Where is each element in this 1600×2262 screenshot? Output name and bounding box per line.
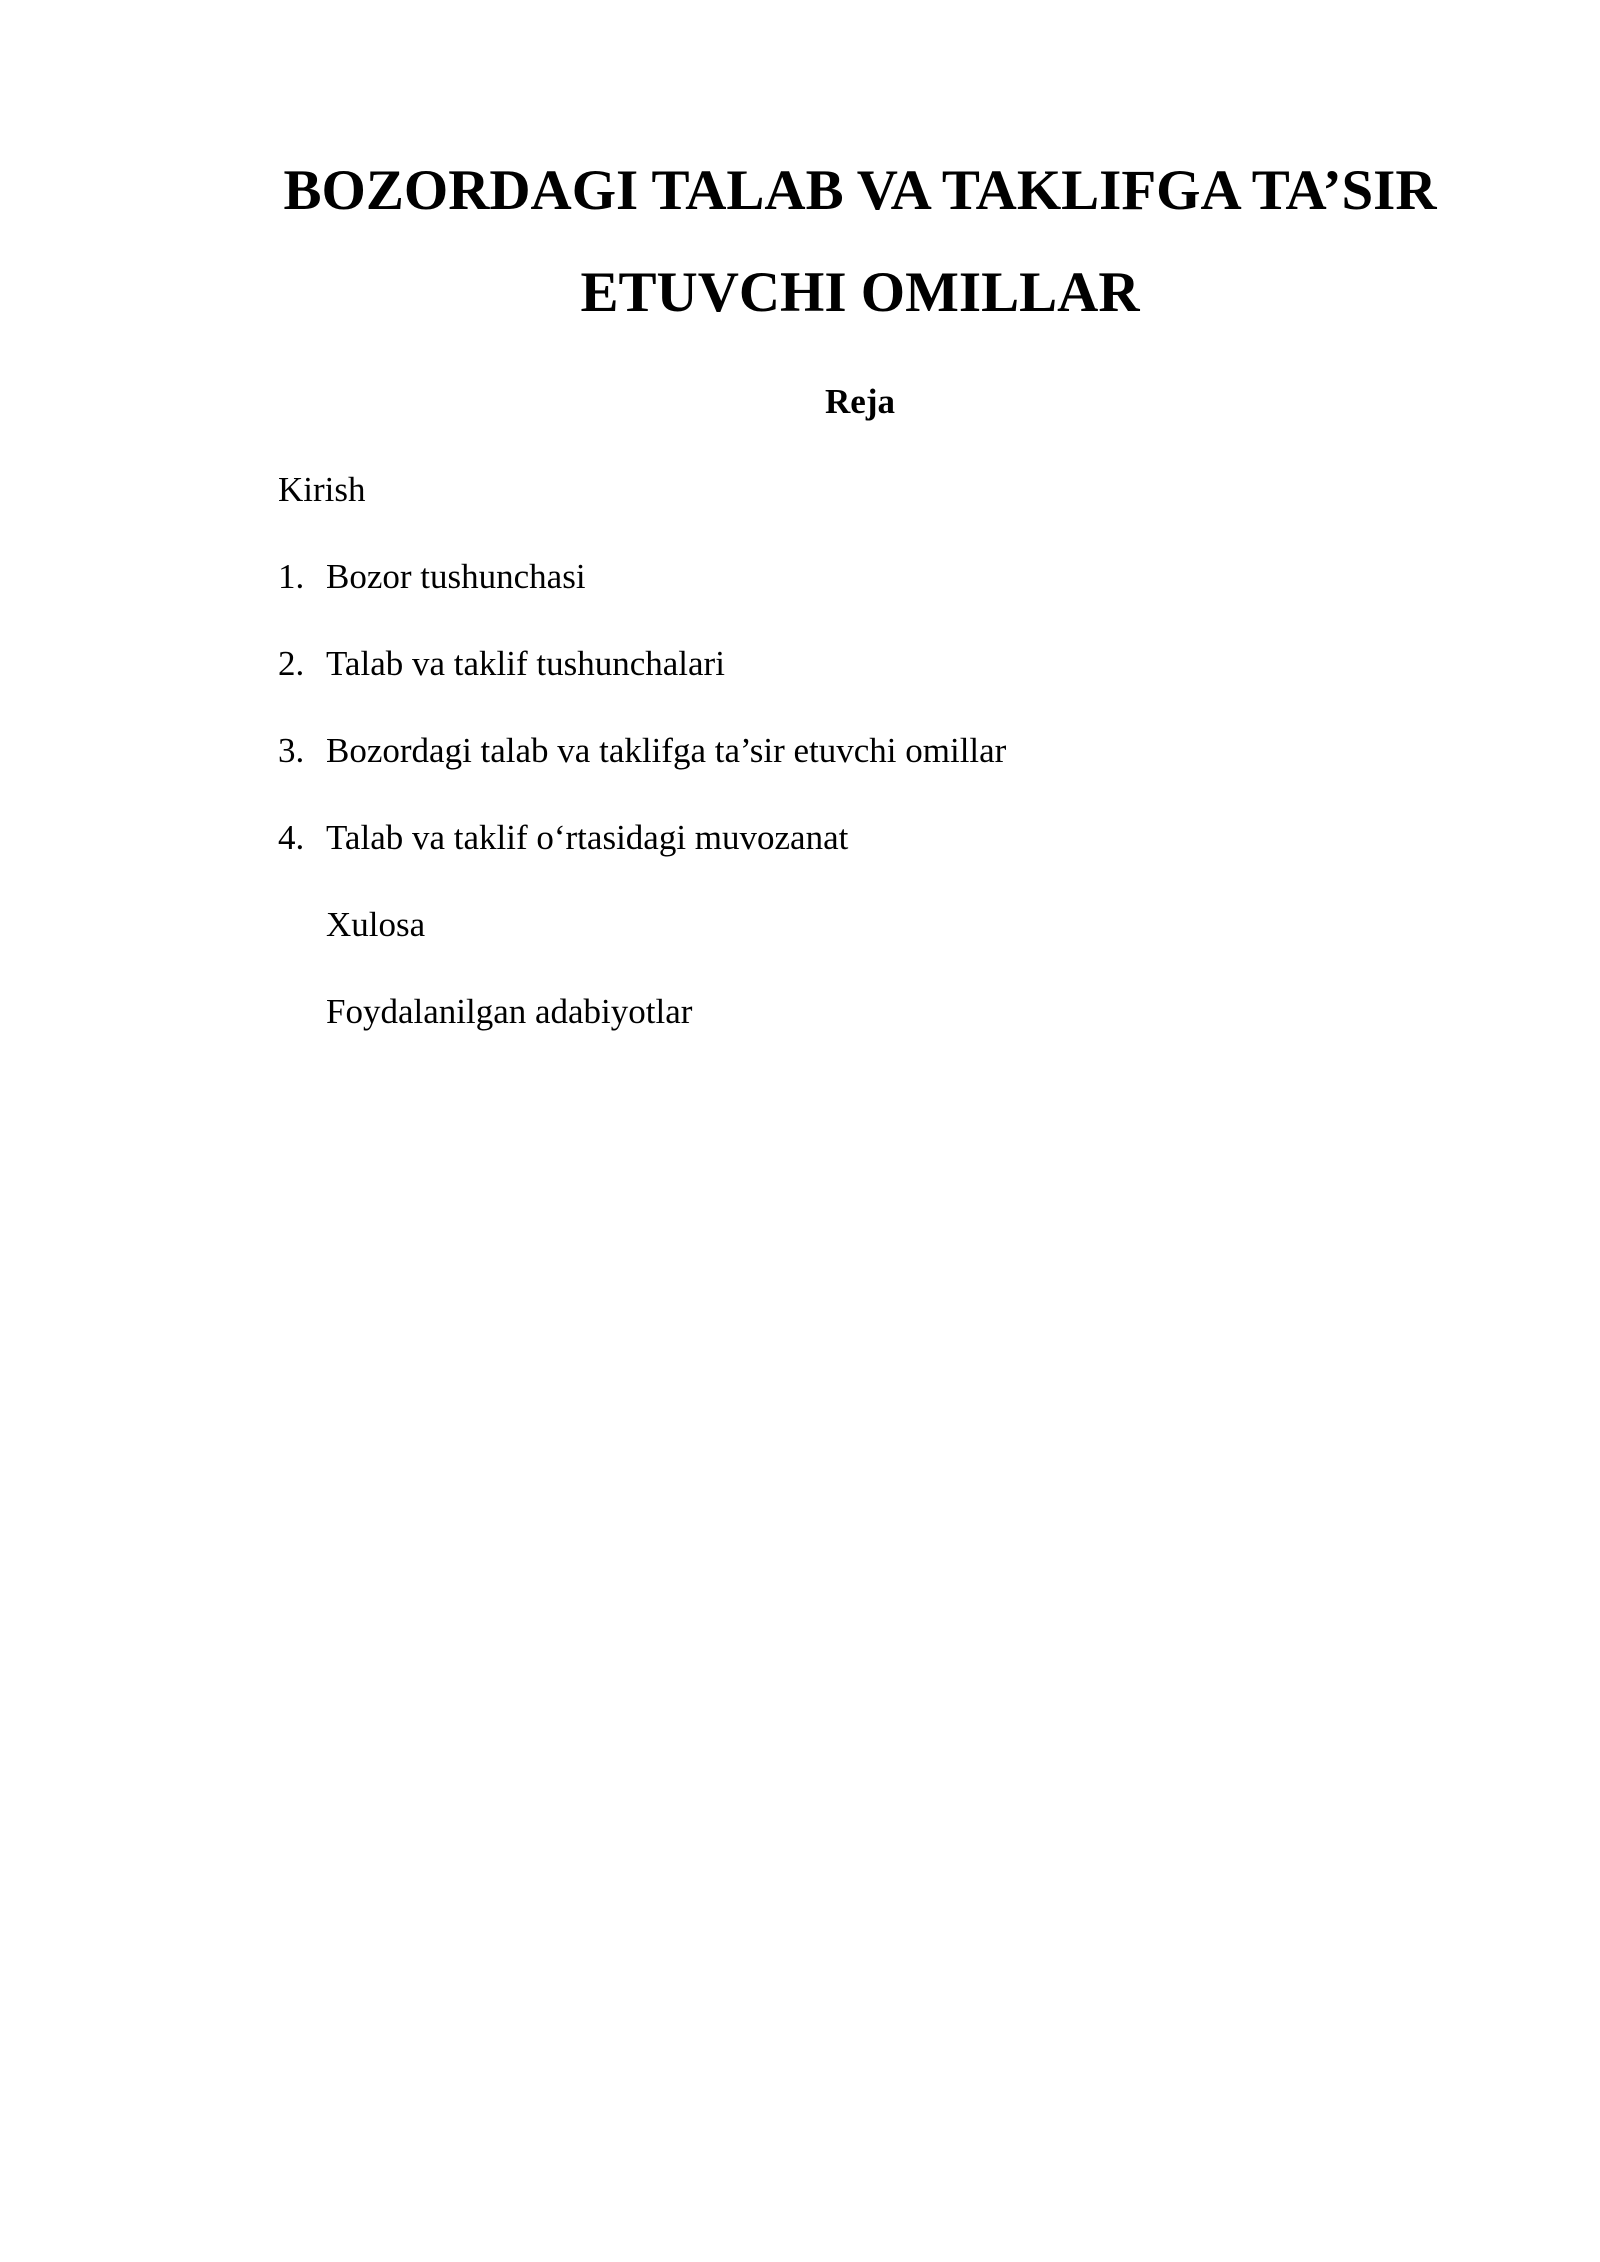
plan-conclusion: Xulosa xyxy=(326,905,426,944)
plan-item-number: 4. xyxy=(278,818,305,857)
plan-item-number: 1. xyxy=(278,557,305,596)
plan-references: Foydalanilgan adabiyotlar xyxy=(326,992,693,1031)
plan-item-text: Bozordagi talab va taklifga ta’sir etuvchi omillar xyxy=(326,731,1007,770)
plan-item-number: 3. xyxy=(278,731,305,770)
plan-intro: Kirish xyxy=(278,470,366,509)
plan-item-text: Bozor tushunchasi xyxy=(326,557,586,596)
plan-item-number: 2. xyxy=(278,644,305,683)
plan-item-text: Talab va taklif tushunchalari xyxy=(326,644,725,683)
document-title-line-1: BOZORDAGI TALAB VA TAKLIFGA TA’SIR xyxy=(283,159,1437,222)
plan-heading: Reja xyxy=(825,382,895,421)
plan-item-text: Talab va taklif o‘rtasidagi muvozanat xyxy=(326,818,849,857)
document-title-line-2: ETUVCHI OMILLAR xyxy=(580,261,1140,324)
